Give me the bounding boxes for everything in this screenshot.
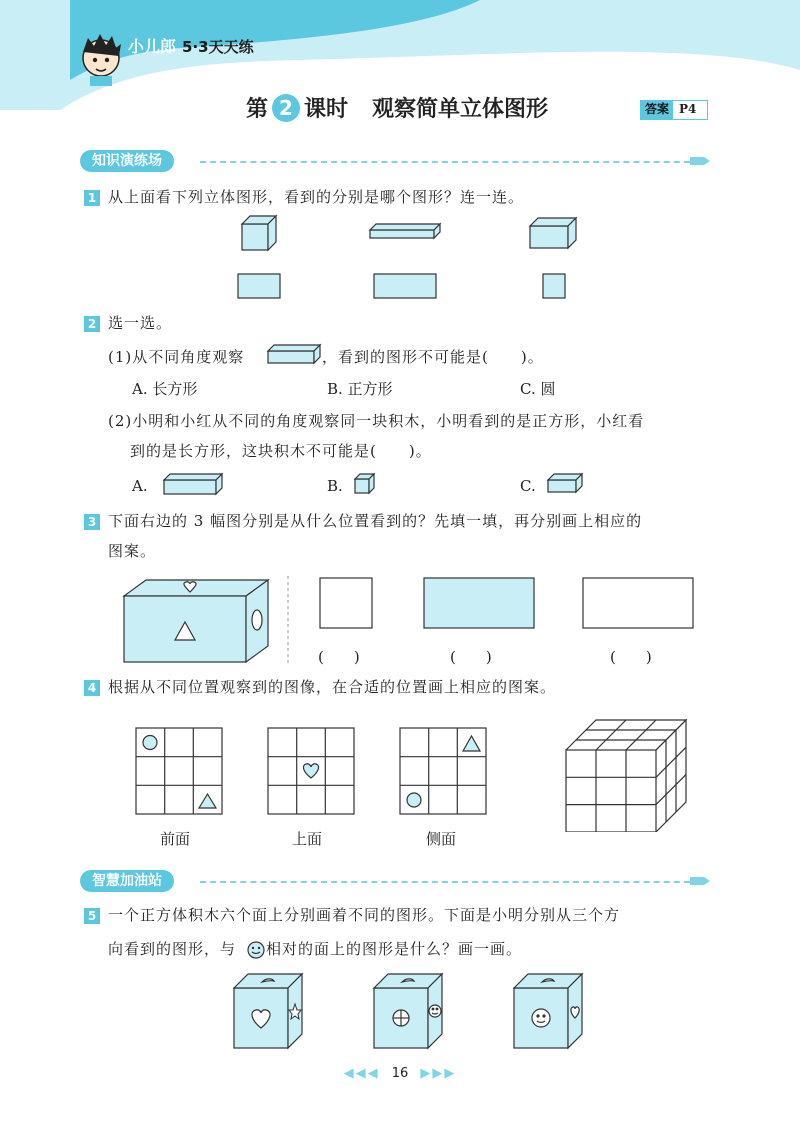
section-practice: 知识演练场	[80, 150, 174, 172]
cube-view-1	[234, 974, 302, 1048]
option-a: A. 长方形	[132, 380, 198, 398]
view-rectangle	[583, 578, 693, 628]
question-text-line2: 图案。	[108, 542, 157, 560]
top-view-rectangle	[238, 274, 280, 298]
q4-figures	[134, 714, 694, 832]
right-arrows-icon: ▶▶▶	[420, 1066, 457, 1081]
option-c-cuboid-icon	[544, 472, 584, 496]
option-c: C. 圆	[520, 380, 556, 398]
answer-page: P4	[679, 102, 697, 116]
option-a: A.	[132, 477, 148, 495]
page-title	[246, 92, 548, 123]
cuboid-figure	[530, 218, 576, 248]
question-text: 根据从不同位置观察到的图像，在合适的位置画上相应的图案。	[108, 678, 557, 696]
title-suffix: 课时	[304, 97, 349, 122]
option-a-cuboid-icon	[160, 472, 224, 496]
section-divider	[200, 161, 700, 163]
question-number: 5	[84, 908, 100, 924]
front-grid	[136, 728, 222, 814]
top-view-square	[543, 274, 565, 298]
caption-front: 前面	[160, 830, 191, 848]
option-b: B.	[327, 477, 343, 495]
q2-part1-after: ，看到的图形不可能是( )。	[322, 348, 544, 366]
option-c: C.	[520, 477, 536, 495]
cube-view-2	[374, 974, 442, 1048]
q5-line2-before: 向看到的图形，与	[108, 940, 237, 958]
answer-blank[interactable]: ( )	[318, 648, 360, 666]
cube-view-3	[514, 974, 582, 1048]
brand-logo	[128, 34, 254, 57]
question-text-line1: 一个正方体积木六个面上分别画着不同的图形。下面是小明分别从三个方	[108, 906, 621, 924]
view-wide-rectangle	[424, 578, 534, 628]
cuboid-with-shapes	[124, 580, 268, 662]
brand-name: 小儿郎	[128, 37, 177, 56]
title-main: 观察简单立体图形	[372, 97, 549, 122]
page-number: 16	[391, 1066, 409, 1081]
cuboid-inline-icon	[266, 343, 322, 367]
side-grid	[400, 728, 486, 814]
page-footer	[0, 1066, 800, 1081]
option-b: B. 正方形	[327, 380, 393, 398]
section-divider	[200, 881, 700, 883]
flat-cuboid-figure	[370, 224, 440, 238]
question-text: 从上面看下列立体图形，看到的分别是哪个图形？连一连。	[108, 188, 525, 206]
question-text-line1: 下面右边的 3 幅图分别是从什么位置看到的？先填一填，再分别画上相应的	[108, 512, 643, 530]
q5-line2-after: 相对的面上的图形是什么？画一画。	[266, 940, 523, 958]
question-text: 选一选。	[108, 314, 173, 332]
boy-mascot-icon	[76, 30, 126, 86]
cube-3x3-figure	[566, 720, 686, 832]
q2-part2-line2: 到的是长方形，这块积木不可能是( )。	[130, 442, 432, 460]
pencil-icon	[690, 874, 710, 888]
question-number: 4	[84, 680, 100, 696]
cube-figure	[242, 216, 276, 250]
answer-blank[interactable]: ( )	[450, 648, 492, 666]
view-square	[320, 578, 372, 628]
q2-part1-before: (1)从不同角度观察	[108, 348, 245, 366]
top-view-long-rectangle	[374, 274, 436, 298]
pencil-icon	[690, 154, 710, 168]
caption-top: 上面	[292, 830, 323, 848]
lesson-number-badge: 2	[272, 94, 300, 122]
top-grid	[268, 728, 354, 814]
answer-page-ref	[640, 100, 708, 120]
question-number: 1	[84, 190, 100, 206]
brand-series: 5·3天天练	[182, 38, 254, 56]
title-prefix: 第	[246, 97, 269, 122]
answer-blank[interactable]: ( )	[610, 648, 652, 666]
question-number: 3	[84, 514, 100, 530]
q2-part2-line1: (2)小明和小红从不同的角度观察同一块积木，小明看到的是正方形，小红看	[108, 412, 645, 430]
question-number: 2	[84, 316, 100, 332]
left-arrows-icon: ◀◀◀	[343, 1066, 380, 1081]
section-wisdom: 智慧加油站	[80, 870, 174, 892]
answer-label: 答案	[641, 101, 673, 119]
smiley-face-icon	[246, 940, 266, 960]
caption-side: 侧面	[426, 830, 457, 848]
option-b-cube-icon	[352, 472, 376, 496]
q1-figures	[230, 210, 590, 305]
q5-cubes	[228, 968, 598, 1054]
